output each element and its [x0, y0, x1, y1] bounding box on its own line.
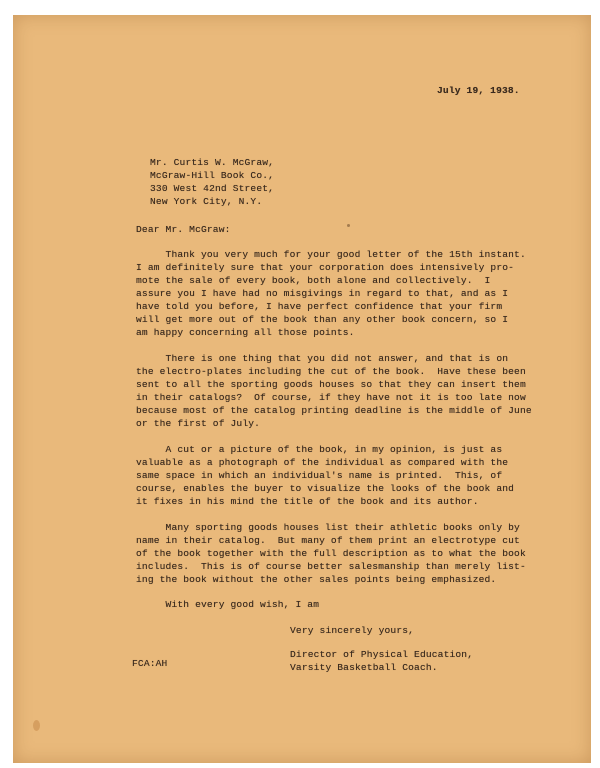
paragraph-3-line: A cut or a picture of the book, in my opinion, is just as	[136, 444, 503, 455]
paragraph-4-line: of the book together with the full description as to what the book	[136, 548, 526, 559]
paragraph-2-line: sent to all the sporting goods houses so that they can insert them	[136, 379, 526, 390]
letter-date: July 19, 1938.	[437, 85, 520, 96]
closing: Very sincerely yours,	[290, 625, 415, 636]
paragraph-4-line: Many sporting goods houses list their athletic books only by	[136, 522, 520, 533]
paragraph-3-line: same space in which an individual's name is printed. This, of	[136, 470, 503, 481]
paper-stain	[33, 720, 40, 731]
salutation: Dear Mr. McGraw:	[136, 224, 231, 235]
paragraph-5-line: With every good wish, I am	[136, 599, 320, 610]
letter-page	[13, 15, 591, 763]
paragraph-1-line: will get more out of the book than any other book concern, so I	[136, 314, 509, 325]
paragraph-3-line: course, enables the buyer to visualize the looks of the book and	[136, 483, 515, 494]
signature-title: Varsity Basketball Coach.	[290, 662, 438, 673]
paragraph-2-line: or the first of July.	[136, 418, 261, 429]
paper-speck	[347, 224, 350, 227]
paragraph-4-line: includes. This is of course better salesmanship than merely list-	[136, 561, 526, 572]
reference-initials: FCA:AH	[132, 658, 168, 669]
paragraph-1-line: I am definitely sure that your corporation does intensively pro-	[136, 262, 515, 273]
paragraph-4-line: ing the book without the other sales points being emphasized.	[136, 574, 497, 585]
paragraph-3-line: it fixes in his mind the title of the book and its author.	[136, 496, 479, 507]
recipient-city: New York City, N.Y.	[150, 196, 263, 207]
paragraph-1-line: have told you before, I have perfect confidence that your firm	[136, 301, 503, 312]
recipient-name: Mr. Curtis W. McGraw,	[150, 157, 275, 168]
paragraph-1-line: am happy concerning all those points.	[136, 327, 355, 338]
recipient-company: McGraw-Hill Book Co.,	[150, 170, 275, 181]
paragraph-2-line: because most of the catalog printing deadline is the middle of June	[136, 405, 532, 416]
paragraph-1-line: mote the sale of every book, both alone and collectively. I	[136, 275, 491, 286]
paragraph-2-line: There is one thing that you did not answer, and that is on	[136, 353, 509, 364]
paragraph-2-line: in their catalogs? Of course, if they have not it is too late now	[136, 392, 526, 403]
paragraph-1-line: assure you I have had no misgivings in regard to that, and as I	[136, 288, 509, 299]
paragraph-2-line: the electro-plates including the cut of the book. Have these been	[136, 366, 526, 377]
recipient-street: 330 West 42nd Street,	[150, 183, 275, 194]
paragraph-3-line: valuable as a photograph of the individual as compared with the	[136, 457, 509, 468]
paragraph-4-line: name in their catalog. But many of them print an electrotype cut	[136, 535, 520, 546]
paragraph-1-line: Thank you very much for your good letter of the 15th instant.	[136, 249, 526, 260]
signature-title: Director of Physical Education,	[290, 649, 474, 660]
